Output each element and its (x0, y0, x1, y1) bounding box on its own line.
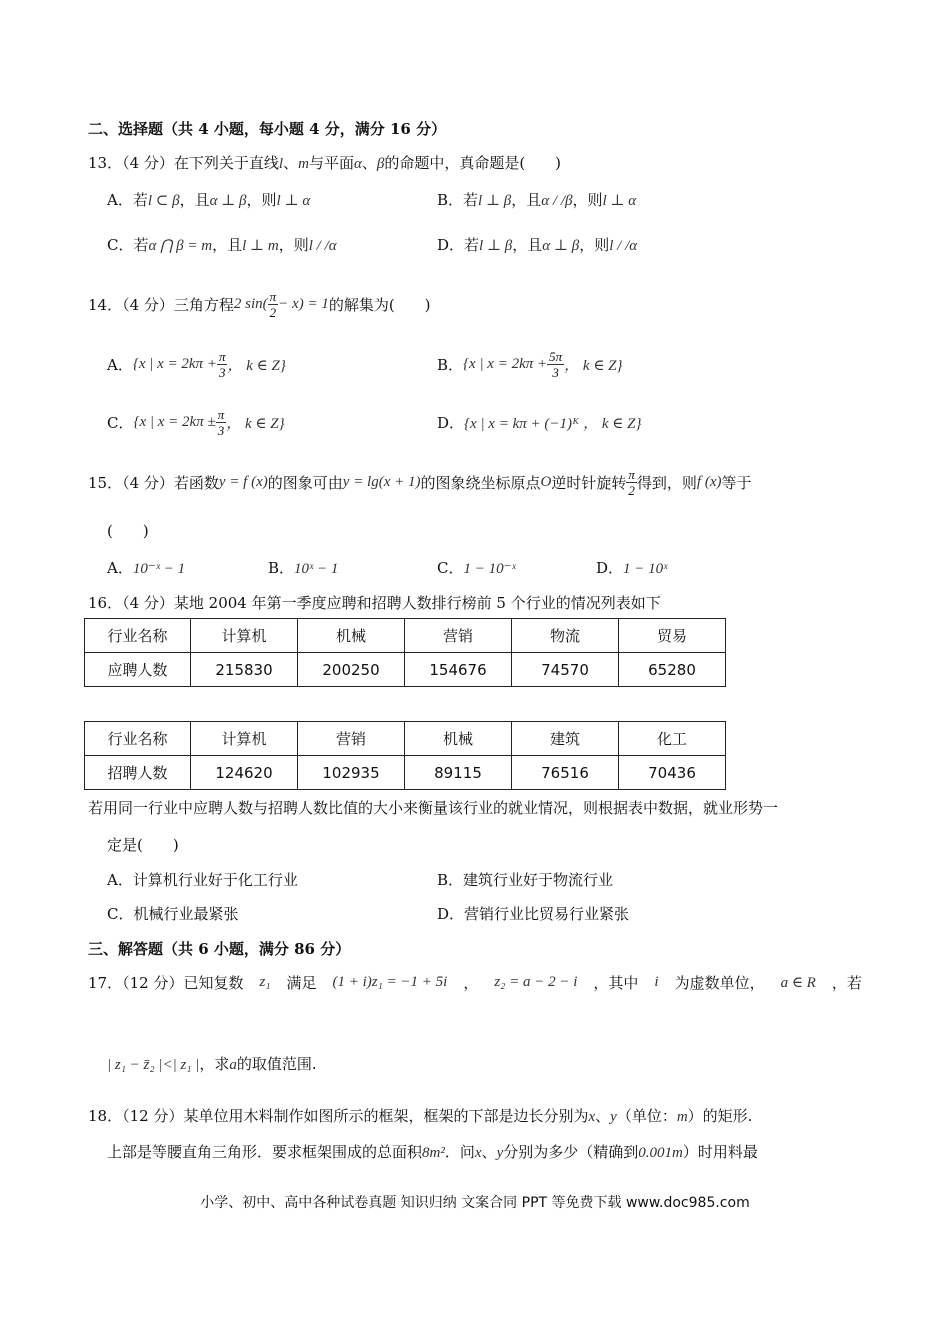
q17-text7: ，求 (199, 1055, 230, 1073)
q15-b-label: B． (268, 559, 295, 577)
page-footer: 小学、初中、高中各种试卷真题 知识归纳 文案合同 PPT 等免费下载 www.doc985.com (200, 1195, 750, 1211)
q13-stem-a: 13．（4 分）在下列关于直线 (88, 154, 279, 172)
q14-a-post: ， k ∈ Z} (227, 357, 286, 374)
q18-sep: 、 (595, 1107, 611, 1125)
q13-a-expr2: α ⊥ β (209, 193, 247, 209)
q14-stem-a: 14．（4 分）三角方程 (88, 295, 234, 314)
q13-stem (88, 152, 561, 173)
q17-text8: 的取值范围. (236, 1055, 317, 1073)
q14-stem-b: 的解集为( ) (328, 295, 431, 314)
q18-text4: 上部是等腰直角三角形．要求框架围成的总面积 (107, 1143, 423, 1161)
q13-d-text1: ，且 (512, 236, 543, 254)
q14-a-den: 3 (218, 364, 226, 380)
q14-option-b (437, 343, 623, 385)
q13-stem-b: 与平面 (308, 154, 354, 172)
q15-stem-b: 的图象可由 (267, 473, 343, 492)
q15-origin: O (540, 473, 552, 490)
q15-option-a (107, 557, 185, 578)
q14-b-num: 5π (549, 348, 563, 364)
q13-option-b (437, 189, 636, 210)
q15-option-d (596, 557, 667, 578)
q15-stem-f: 等于 (721, 473, 752, 492)
q13-sep2: 、 (361, 154, 377, 172)
q17-text6: ，若 (831, 974, 862, 992)
q13-a-text1: ，且 (179, 191, 210, 209)
q16-option-b: B．建筑行业好于物流行业 (437, 871, 614, 889)
q14-b-post: ， k ∈ Z} (564, 357, 623, 374)
q13-b-text1: ，且 (511, 191, 542, 209)
q15-a-expr: 10⁻ˣ − 1 (132, 561, 186, 577)
q14-eq-num: π (269, 288, 277, 304)
q18-text3: ）的矩形. (687, 1107, 753, 1125)
q17-expr1: (1 + i)z₁ = −1 + 5i (332, 974, 448, 990)
q17-line2 (107, 1053, 317, 1074)
q15-func3: f (x) (696, 473, 722, 490)
q13-d-expr3: l / /α (609, 238, 638, 254)
q18-text1: 18．（12 分）某单位用木料制作如图所示的框架，框架的下部是边长分别为 (88, 1107, 589, 1125)
table-cell: 行业名称 (85, 619, 191, 653)
q13-stem-c: 的命题中，真命题是( ) (384, 154, 562, 172)
q14-c-fraction (216, 407, 227, 438)
q13-b-label: B．若 (437, 191, 479, 209)
table-cell: 物流 (512, 619, 619, 653)
q15-stem (88, 461, 752, 503)
q15-paren: ( ) (107, 522, 149, 540)
q13-c-expr2: l ⊥ m (242, 238, 279, 254)
table-cell: 124620 (191, 756, 298, 790)
q14-eq-b: − x) = 1 (278, 295, 329, 312)
q14-a-num: π (218, 348, 226, 364)
table-cell: 计算机 (191, 722, 298, 756)
table-row (85, 653, 726, 687)
table-cell: 154676 (405, 653, 512, 687)
q13-a-text2: ，则 (246, 191, 277, 209)
q15-num: π (628, 466, 635, 482)
table-cell: 营销 (405, 619, 512, 653)
q14-b-label: B． (437, 355, 464, 374)
q13-a-expr1: l ⊂ β (147, 193, 180, 209)
q13-option-d (437, 234, 637, 255)
q14-b-den: 3 (552, 364, 559, 380)
q15-option-c (437, 557, 516, 578)
q17-expr2: z₂ = a − 2 − i (494, 974, 578, 990)
q14-c-pre: {x | x = 2kπ ± (133, 413, 216, 430)
q14-c-label: C． (107, 413, 134, 432)
q17-line1 (88, 972, 862, 993)
q14-a-fraction (217, 349, 228, 380)
table-cell: 建筑 (512, 722, 619, 756)
q15-stem-c: 的图象绕坐标原点 (420, 473, 541, 492)
q13-sep1: 、 (283, 154, 299, 172)
q14-eq-a: 2 sin( (233, 295, 268, 312)
q14-eq-den: 2 (269, 304, 277, 320)
q13-a-label: A．若 (107, 191, 148, 209)
q16-option-d: D．营销行业比贸易行业紧张 (437, 905, 630, 923)
q13-l: l (278, 156, 284, 172)
q14-d-expr: {x | x = kπ + (−1)ᴷ ， k ∈ Z} (464, 415, 642, 432)
table-cell: 机械 (298, 619, 405, 653)
q13-m: m (298, 156, 309, 172)
q17-text2: 满足 (286, 974, 317, 992)
q15-stem-e: 得到，则 (636, 473, 697, 492)
q13-b-expr3: l ⊥ α (602, 193, 637, 209)
q14-b-fraction (547, 349, 564, 380)
q13-c-expr1: α ⋂ β = m (148, 238, 213, 254)
q17-text3: ， (463, 974, 479, 992)
table-cell: 行业名称 (85, 722, 191, 756)
q18-precision: 0.001m (638, 1145, 683, 1161)
q15-option-b (268, 557, 338, 578)
table-cell: 76516 (512, 756, 619, 790)
section-two-title: 二、选择题（共 4 小题，每小题 4 分，满分 16 分） (88, 120, 447, 138)
table-cell: 89115 (405, 756, 512, 790)
table-cell: 应聘人数 (85, 653, 191, 687)
table-row (85, 722, 726, 756)
q15-d-expr: 1 − 10ˣ (623, 561, 668, 577)
q15-c-expr: 1 − 10⁻ˣ (463, 561, 516, 577)
q17-i: i (654, 974, 659, 990)
q13-c-expr3: l / /α (308, 238, 337, 254)
q18-x: x (588, 1109, 596, 1125)
q18-text2: （单位： (616, 1107, 677, 1125)
q17-text4: ，其中 (593, 974, 639, 992)
q15-fraction (626, 467, 637, 498)
q17-text5: 为虚数单位， (674, 974, 765, 992)
q14-stem (88, 283, 431, 325)
q15-c-label: C． (437, 559, 464, 577)
table-cell: 化工 (619, 722, 726, 756)
q13-alpha: α (353, 156, 362, 172)
q18-text6: 分别为多少（精确到 (503, 1143, 639, 1161)
q13-c-label: C．若 (107, 236, 149, 254)
q18-y2: y (496, 1145, 504, 1161)
q16-text1: 若用同一行业中应聘人数与招聘人数比值的大小来衡量该行业的就业情况，则根据表中数据，就业形势一 (88, 799, 779, 817)
q14-c-post: ， k ∈ Z} (226, 415, 285, 432)
q14-a-label: A． (107, 355, 133, 374)
q15-stem-d: 逆时针旋转 (551, 473, 627, 492)
q15-stem-a: 15．（4 分）若函数 (88, 473, 219, 492)
q17-z1: z₁ (259, 974, 271, 990)
q14-c-den: 3 (217, 422, 225, 438)
q13-a-expr3: l ⊥ α (276, 193, 311, 209)
table-row (85, 756, 726, 790)
q18-line2 (107, 1141, 758, 1162)
table-cell: 200250 (298, 653, 405, 687)
applicants-table (84, 618, 726, 687)
q13-d-label: D．若 (437, 236, 480, 254)
q17-text1: 17．（12 分）已知复数 (88, 974, 244, 992)
q13-c-text2: ，则 (278, 236, 309, 254)
table-cell: 贸易 (619, 619, 726, 653)
q18-sep2: 、 (481, 1143, 497, 1161)
q14-option-d (437, 401, 642, 443)
q13-d-text2: ，则 (579, 236, 610, 254)
q15-den: 2 (628, 482, 635, 498)
table-cell: 机械 (405, 722, 512, 756)
table-cell: 招聘人数 (85, 756, 191, 790)
table-cell: 65280 (619, 653, 726, 687)
q14-c-num: π (217, 406, 225, 422)
q13-option-c (107, 234, 337, 255)
q18-x2: x (474, 1145, 482, 1161)
table-cell: 70436 (619, 756, 726, 790)
q15-b-expr: 10ˣ − 1 (294, 561, 339, 577)
q17-a: a (229, 1057, 237, 1073)
table-cell: 营销 (298, 722, 405, 756)
table-cell: 计算机 (191, 619, 298, 653)
q14-option-a (107, 343, 286, 385)
q18-area: 8m² (422, 1145, 445, 1161)
q18-text7: ）时用料最 (682, 1143, 758, 1161)
q18-m: m (676, 1109, 688, 1125)
q18-line1 (88, 1105, 752, 1126)
q15-func2: y = lg(x + 1) (342, 473, 421, 490)
q14-option-c (107, 401, 285, 443)
q14-b-pre: {x | x = 2kπ + (463, 355, 548, 372)
q16-text2: 定是( ) (107, 836, 179, 854)
table-cell: 74570 (512, 653, 619, 687)
q14-eq-fraction (268, 289, 279, 320)
q13-beta: β (376, 156, 385, 172)
q13-b-expr1: l ⊥ β (478, 193, 512, 209)
q14-d-label: D． (437, 413, 465, 432)
q17-expr3: a ∈ R (780, 975, 816, 991)
q18-y: y (610, 1109, 617, 1125)
q13-option-a (107, 189, 310, 210)
table-cell: 215830 (191, 653, 298, 687)
q13-b-text2: ，则 (572, 191, 603, 209)
q17-condition: | z₁ − z̄₂ |<| z₁ | (107, 1057, 200, 1073)
q16-option-c: C．机械行业最紧张 (107, 905, 239, 923)
q14-a-pre: {x | x = 2kπ + (132, 355, 217, 372)
section-three-title: 三、解答题（共 6 小题，满分 86 分） (88, 940, 351, 958)
recruitment-table (84, 721, 726, 790)
q15-func1: y = f (x) (218, 473, 268, 490)
q13-d-expr1: l ⊥ β (479, 238, 513, 254)
table-row (85, 619, 726, 653)
table-cell: 102935 (298, 756, 405, 790)
q13-b-expr2: α / /β (541, 193, 573, 209)
q18-text5: ．问 (444, 1143, 475, 1161)
q13-d-expr2: α ⊥ β (542, 238, 580, 254)
q15-a-label: A． (107, 559, 133, 577)
q13-c-text1: ，且 (212, 236, 243, 254)
q15-d-label: D． (596, 559, 624, 577)
q16-stem: 16．（4 分）某地 2004 年第一季度应聘和招聘人数排行榜前 5 个行业的情况列表如下 (88, 594, 661, 612)
q16-option-a: A．计算机行业好于化工行业 (107, 871, 298, 889)
